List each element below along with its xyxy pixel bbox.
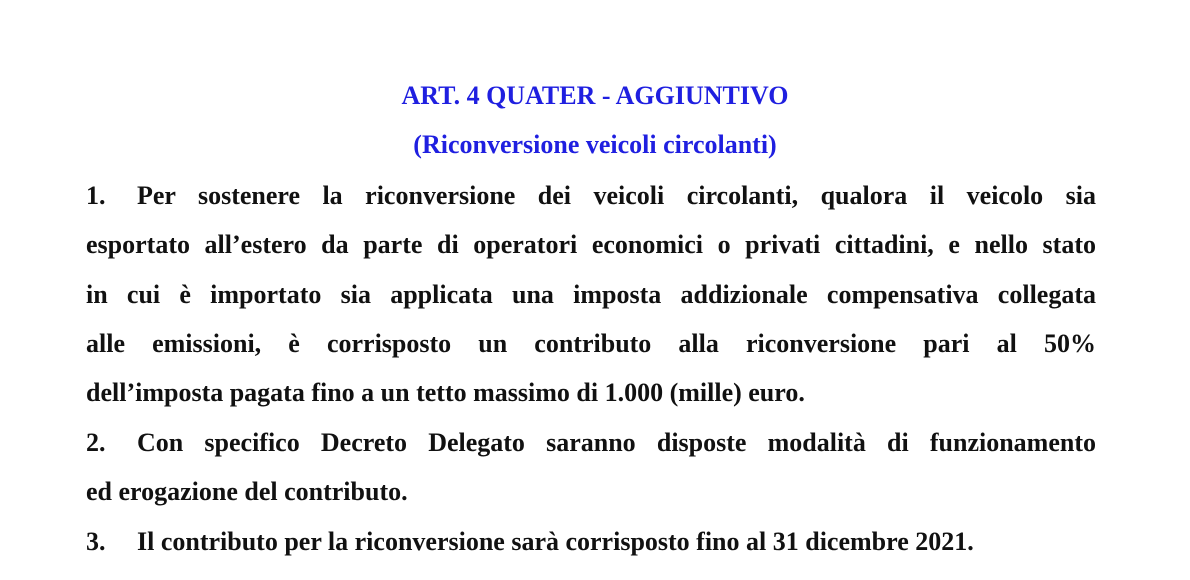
paragraph-3-line-1	[86, 527, 1096, 557]
paragraph-1-number: 1.	[86, 181, 106, 210]
article-title: ART. 4 QUATER - AGGIUNTIVO	[401, 81, 789, 110]
paragraph-2-number: 2.	[86, 428, 106, 457]
paragraph-1-line-5: dell’imposta pagata fino a un tetto massimo di 1.000 (mille) euro.	[86, 378, 805, 407]
paragraph-1-text-line-1: Per sostenere la riconversione dei veicoli circolanti, qualora il veicolo sia	[137, 181, 1096, 210]
paragraph-3-number: 3.	[86, 527, 106, 556]
paragraph-2-text-line-1: Con specifico Decreto Delegato saranno disposte modalità di funzionamento	[137, 428, 1096, 457]
paragraph-3-text-line-1: Il contributo per la riconversione sarà corrisposto fino al 31 dicembre 2021.	[137, 527, 974, 556]
paragraph-1-line-2: esportato all’estero da parte di operatori economici o privati cittadini, e nello stato	[86, 230, 1096, 259]
paragraph-1-line-1	[86, 181, 1096, 211]
paragraph-2-line-2: ed erogazione del contributo.	[86, 477, 408, 506]
paragraph-1-line-4: alle emissioni, è corrisposto un contributo alla riconversione pari al 50%	[86, 329, 1096, 358]
paragraph-1-line-3: in cui è importato sia applicata una imposta addizionale compensativa collegata	[86, 280, 1096, 309]
paragraph-2-line-1	[86, 428, 1096, 458]
article-subtitle: (Riconversione veicoli circolanti)	[413, 130, 777, 159]
